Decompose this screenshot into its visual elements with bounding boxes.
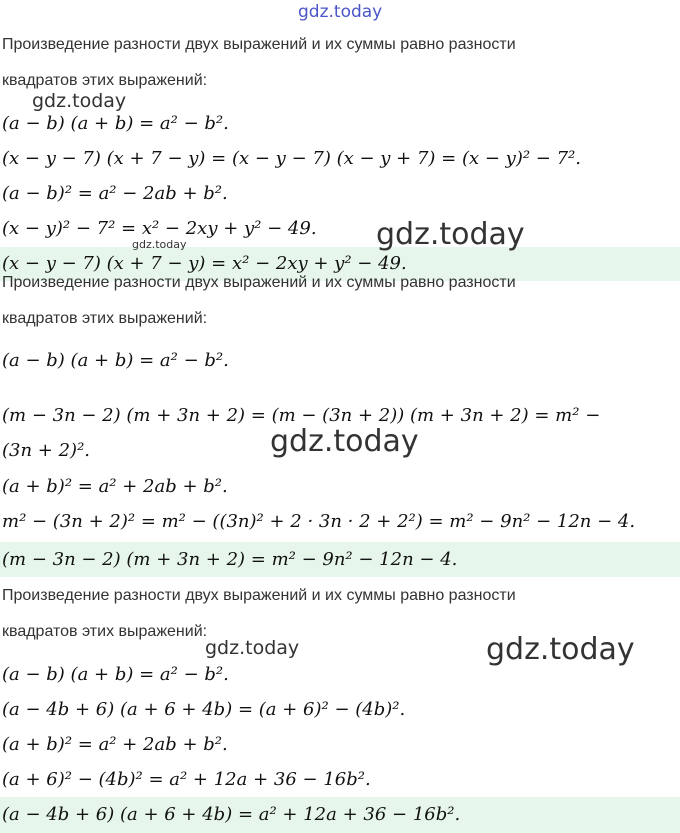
equation-line: (a − b) (a + b) = a² − b². — [2, 350, 229, 371]
watermark: gdz.today — [298, 2, 383, 22]
watermark: gdz.today — [32, 90, 127, 112]
watermark: gdz.today — [132, 238, 187, 251]
intro-text: квадратов этих выражений: — [2, 310, 208, 327]
equation-line: (a + b)² = a² + 2ab + b². — [2, 734, 228, 755]
intro-text: квадратов этих выражений: — [2, 72, 208, 89]
intro-text: Произведение разности двух выражений и их суммы равно разности — [2, 274, 516, 291]
equation-line: (a − b) (a + b) = a² − b². — [2, 113, 229, 134]
equation-line: (x − y − 7) (x + 7 − y) = (x − y − 7) (x − y + 7) = (x − y)² − 7². — [2, 148, 581, 169]
answer-equation: (m − 3n − 2) (m + 3n + 2) = m² − 9n² − 12n − 4. — [2, 549, 458, 570]
equation-line: (3n + 2)². — [2, 440, 91, 461]
equation-line: (a + 6)² − (4b)² = a² + 12a + 36 − 16b². — [2, 769, 371, 790]
equation-line: m² − (3n + 2)² = m² − ((3n)² + 2 · 3n · 2 + 2²) = m² − 9n² − 12n − 4. — [2, 511, 636, 532]
equation-line: (a − b) (a + b) = a² − b². — [2, 664, 229, 685]
intro-text: Произведение разности двух выражений и их суммы равно разности — [2, 36, 516, 53]
watermark: gdz.today — [270, 424, 419, 459]
equation-line: (a + b)² = a² + 2ab + b². — [2, 476, 228, 497]
watermark: gdz.today — [486, 632, 635, 667]
watermark: gdz.today — [376, 217, 525, 252]
answer-equation: (a − 4b + 6) (a + 6 + 4b) = a² + 12a + 36 − 16b². — [2, 804, 461, 825]
equation-line: (x − y)² − 7² = x² − 2xy + y² − 49. — [2, 218, 317, 239]
equation-line: (a − b)² = a² − 2ab + b². — [2, 183, 228, 204]
watermark: gdz.today — [205, 637, 300, 659]
equation-line: (a − 4b + 6) (a + 6 + 4b) = (a + 6)² − (4b)². — [2, 699, 406, 720]
intro-text: Произведение разности двух выражений и их суммы равно разности — [2, 587, 516, 604]
intro-text: квадратов этих выражений: — [2, 623, 208, 640]
equation-line: (m − 3n − 2) (m + 3n + 2) = (m − (3n + 2)) (m + 3n + 2) = m² − — [2, 405, 601, 426]
answer-equation: (x − y − 7) (x + 7 − y) = x² − 2xy + y² − 49. — [2, 253, 407, 274]
